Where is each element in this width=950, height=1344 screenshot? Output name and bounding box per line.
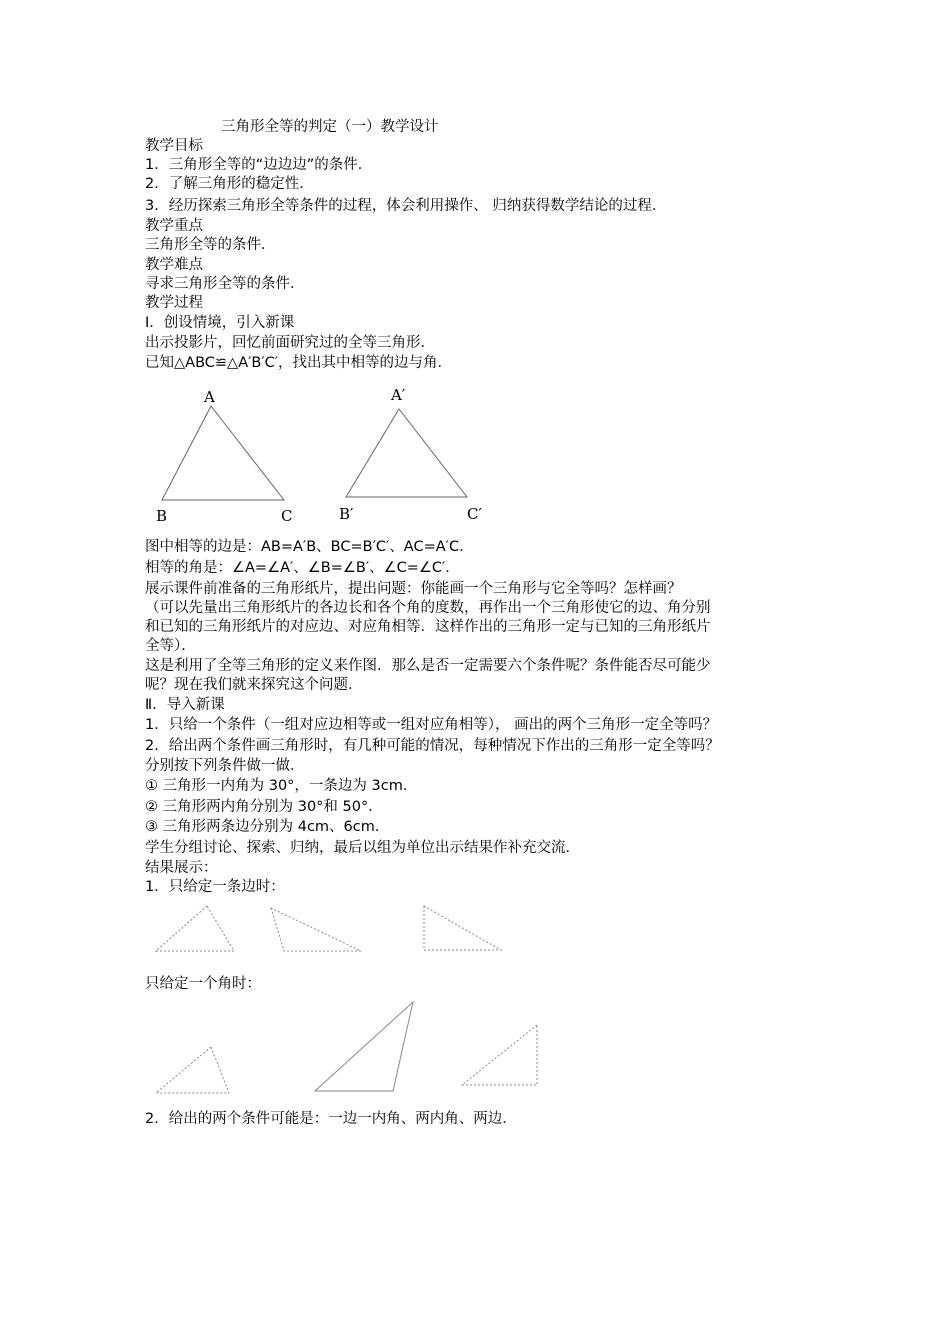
text-line: 3．经历探索三角形全等条件的过程，体会利用操作、 归纳获得数学结论的过程． [145, 198, 667, 214]
text-line: 寻求三角形全等的条件． [145, 276, 305, 292]
triangle-a-prime-b-prime-c-prime [339, 386, 482, 523]
text-line: 结果展示： [145, 860, 218, 876]
vertex-label-c: C [281, 507, 293, 525]
text-line: 教学难点 [145, 257, 203, 273]
text-line: 这是利用了全等三角形的定义来作图．那么是否一定需要六个条件呢？条件能否尽可能少 [145, 658, 711, 674]
dotted-triangle [424, 906, 501, 950]
text-line: 1．三角形全等的“边边边”的条件． [145, 157, 373, 173]
dotted-triangle [271, 908, 361, 951]
text-line: ③ 三角形两条边分别为 4cm、6cm． [145, 819, 390, 835]
document-title: 三角形全等的判定（一）教学设计 [221, 119, 439, 135]
text-line: 全等）． [145, 638, 196, 654]
one-angle-triangles [156, 1002, 537, 1093]
vertex-label-b-prime: B′ [339, 505, 354, 523]
dotted-triangle [462, 1025, 537, 1085]
text-line: 呢？现在我们就来探究这个问题． [145, 677, 363, 693]
text-line: 1．只给定一条边时： [145, 879, 285, 895]
text-line: 只给定一个角时： [145, 976, 261, 992]
triangle-abc [156, 388, 292, 525]
text-line: 教学目标 [145, 138, 203, 154]
dotted-triangle [156, 1047, 229, 1093]
text-line: 图中相等的边是：AB=A′B、BC=B′C′、AC=A′C． [145, 539, 474, 555]
text-line: 2．了解三角形的稳定性． [145, 176, 314, 192]
text-line: 展示课件前准备的三角形纸片，提出问题：你能画一个三角形与它全等吗？怎样画？ [145, 581, 682, 597]
one-side-triangles [156, 906, 501, 951]
text-line: 2．给出两个条件画三角形时，有几种可能的情况，每种情况下作出的三角形一定全等吗？ [145, 738, 720, 754]
text-line: 三角形全等的条件． [145, 237, 276, 253]
text-line: 出示投影片，回忆前面研究过的全等三角形． [145, 335, 435, 351]
text-line: 教学重点 [145, 218, 203, 234]
text-line: （可以先量出三角形纸片的各边长和各个角的度数，再作出一个三角形使它的边、角分别 [145, 600, 711, 616]
text-line: ② 三角形两内角分别为 30°和 50°． [145, 799, 383, 815]
thin-triangle [315, 1002, 413, 1091]
text-line: 教学过程 [145, 295, 203, 311]
vertex-label-c-prime: C′ [467, 505, 482, 523]
text-line: ① 三角形一内角为 30°，一条边为 3cm． [145, 778, 418, 794]
text-line: Ⅰ．创设情境，引入新课 [145, 315, 295, 331]
vertex-label-a: A [204, 388, 215, 406]
dotted-triangle [156, 906, 234, 951]
text-line: 1．只给一个条件（一组对应边相等或一组对应角相等）， 画出的两个三角形一定全等吗？ [145, 717, 718, 733]
text-line: 学生分组讨论、探索、归纳，最后以组为单位出示结果作补充交流． [145, 840, 580, 856]
vertex-label-b: B [156, 507, 168, 525]
vertex-label-a-prime: A′ [391, 386, 406, 404]
text-line: 和已知的三角形纸片的对应边、对应角相等．这样作出的三角形一定与已知的三角形纸片 [145, 619, 711, 635]
text-line: 2．给出的两个条件可能是：一边一内角、两内角、两边． [145, 1111, 517, 1127]
text-line: 分别按下列条件做一做． [145, 758, 305, 774]
text-line: 相等的角是：∠A=∠A′、∠B=∠B′、∠C=∠C′． [145, 560, 460, 576]
section-heading: Ⅱ．导入新课 [145, 697, 225, 713]
text-line: 已知△ABC≌△A′B′C′，找出其中相等的边与角． [145, 355, 453, 371]
